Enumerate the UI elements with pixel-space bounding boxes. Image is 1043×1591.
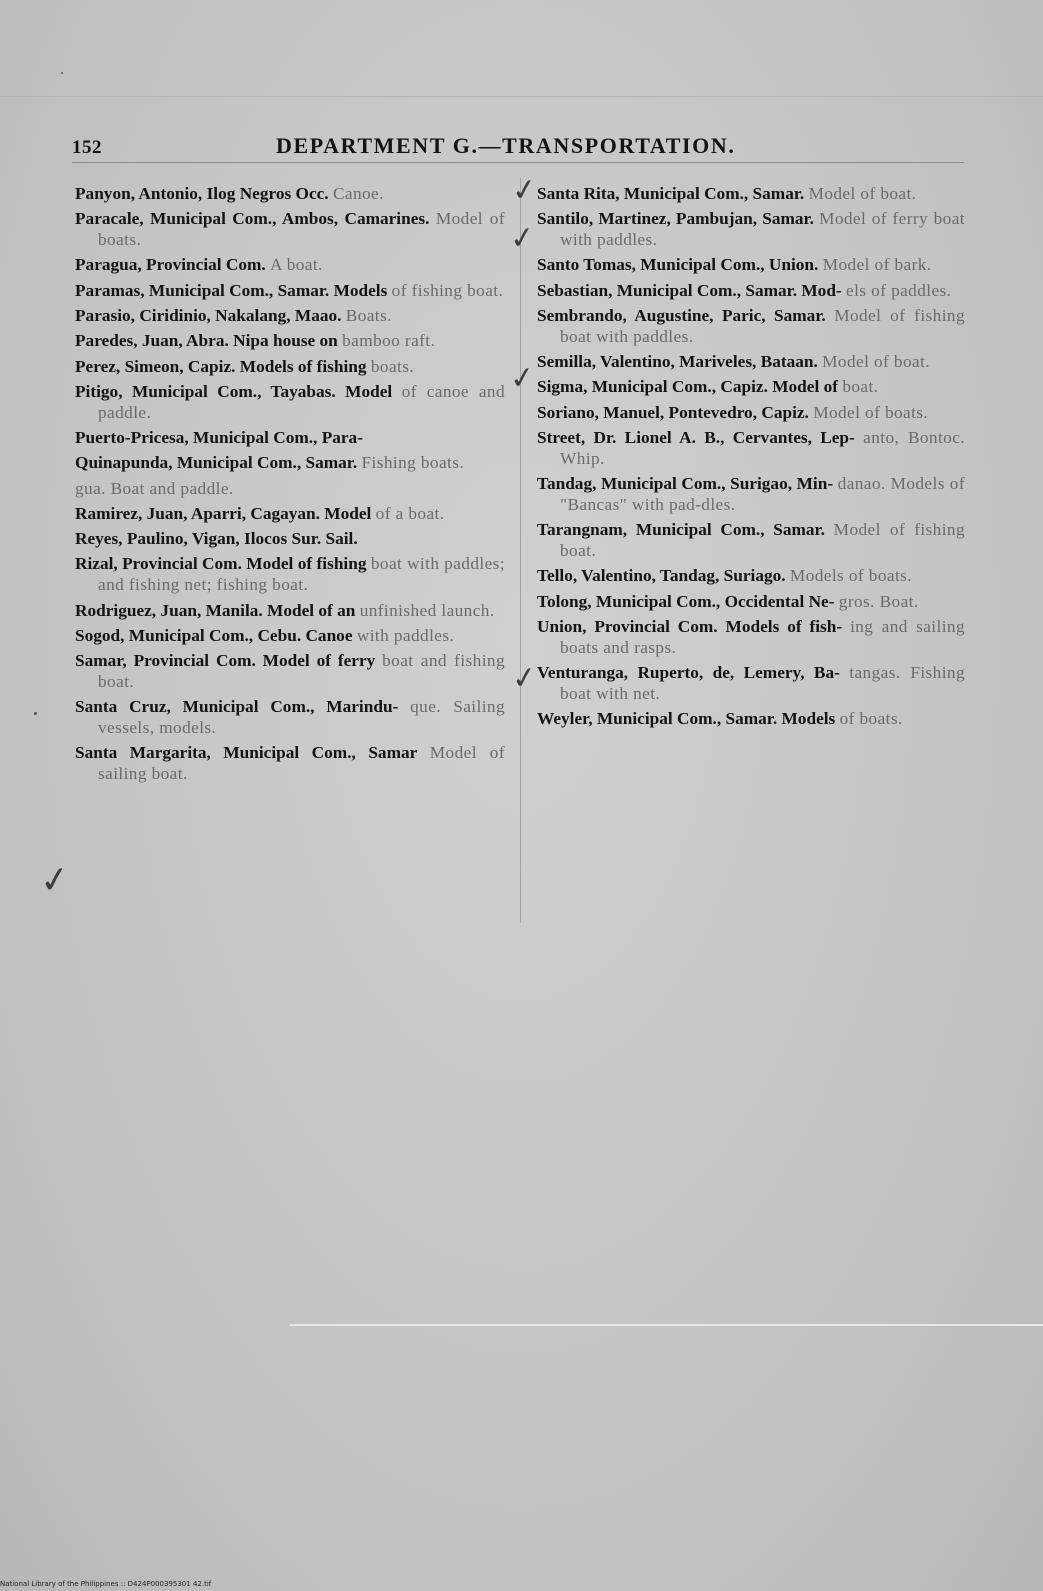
directory-entry <box>537 520 965 562</box>
directory-entry <box>75 255 505 276</box>
directory-entry <box>537 709 965 730</box>
directory-entry <box>537 377 965 398</box>
entry-description: boat. <box>842 377 879 397</box>
entry-name: Tandag, Municipal Com., Surigao, Min- <box>537 474 834 494</box>
directory-entry <box>75 554 505 596</box>
directory-entry <box>75 209 505 251</box>
scan-speck <box>61 72 63 74</box>
entry-name: Ramirez, Juan, Aparri, Cagayan. Model <box>75 503 372 523</box>
entry-description: gua. Boat and paddle. <box>75 478 234 498</box>
entry-description: bamboo raft. <box>342 331 436 351</box>
directory-entry <box>75 331 505 352</box>
scan-credit: National Library of the Philippines :: D424P000395301 42.tif <box>0 1580 212 1588</box>
directory-entry <box>537 566 965 587</box>
directory-entry <box>75 626 505 647</box>
entry-description: danao. Models of "Bancas" with pad-dles. <box>560 474 965 514</box>
entry-name: Reyes, Paulino, Vigan, Ilocos Sur. Sail. <box>75 529 358 549</box>
entry-description: els of paddles. <box>846 280 952 300</box>
directory-entry <box>75 743 505 785</box>
check-mark-icon: ✓ <box>507 359 538 398</box>
header-rule <box>72 162 964 163</box>
entry-description: of a boat. <box>375 503 445 523</box>
check-mark-icon: ✓ <box>509 171 540 210</box>
entry-description: Model of boat. <box>822 352 930 372</box>
directory-entry <box>75 306 505 327</box>
directory-entry <box>537 255 965 276</box>
directory-entry <box>75 601 505 622</box>
entry-name: Sembrando, Augustine, Paric, Samar. <box>537 305 826 325</box>
entry-name: Santo Tomas, Municipal Com., Union. <box>537 255 819 275</box>
directory-entry <box>75 529 505 550</box>
entry-description: que. Sailing vessels, models. <box>98 697 505 738</box>
directory-entry <box>537 428 965 470</box>
check-mark-icon: ✓ <box>509 659 540 698</box>
entry-description: Model of boats. <box>98 209 505 250</box>
entry-name: Samar, Provincial Com. Model of ferry <box>75 651 376 671</box>
entry-description: A boat. <box>270 255 323 275</box>
directory-entry <box>537 352 965 373</box>
entry-name: Panyon, Antonio, Ilog Negros Occ. <box>75 184 329 203</box>
directory-entry <box>537 306 965 348</box>
directory-entry <box>537 474 965 516</box>
entry-name: Perez, Simeon, Capiz. Models of fishing <box>75 356 367 376</box>
directory-entry <box>537 281 965 302</box>
entry-description: Model of boat. <box>808 184 917 203</box>
directory-entry <box>75 651 505 693</box>
directory-entry <box>537 403 965 424</box>
entry-description: Model of fishing boat with paddles. <box>560 305 965 346</box>
directory-entry <box>537 663 965 705</box>
entry-name: Parasio, Ciridinio, Nakalang, Maao. <box>75 305 342 325</box>
entry-description: boat and fishing boat. <box>98 651 505 691</box>
directory-entry <box>75 184 505 205</box>
directory-entry <box>75 357 505 378</box>
directory-entry <box>75 428 505 449</box>
directory-entry <box>75 382 505 424</box>
entry-name: Semilla, Valentino, Mariveles, Bataan. <box>537 352 818 372</box>
entry-name: Santa Margarita, Municipal Com., Samar <box>75 743 418 763</box>
entry-name: Venturanga, Ruperto, de, Lemery, Ba- <box>537 662 840 682</box>
entry-description: gros. Boat. <box>838 591 919 611</box>
right-column <box>537 184 965 730</box>
entry-name: Weyler, Municipal Com., Samar. Models <box>537 709 836 729</box>
entry-name: Union, Provincial Com. Models of fish- <box>537 616 843 636</box>
entry-description: boats. <box>370 356 415 376</box>
entry-name: Puerto-Pricesa, Municipal Com., Para- <box>75 427 363 447</box>
entry-description: tangas. Fishing boat with net. <box>560 662 965 703</box>
entry-name: Sogod, Municipal Com., Cebu. Canoe <box>75 625 353 645</box>
directory-entry <box>537 617 965 659</box>
entry-name: Quinapunda, Municipal Com., Samar. <box>75 453 358 473</box>
entry-description: Model of bark. <box>822 255 932 275</box>
entry-description: anto, Bontoc. Whip. <box>560 427 965 468</box>
page-number: 152 <box>72 137 102 158</box>
entry-description: with paddles. <box>356 625 455 645</box>
entry-name: Santa Rita, Municipal Com., Samar. <box>537 184 805 203</box>
entry-name: Tello, Valentino, Tandag, Suriago. <box>537 566 786 586</box>
entry-description: of fishing boat. <box>391 280 504 300</box>
footer-rule <box>290 1324 1043 1326</box>
entry-name: Pitigo, Municipal Com., Tayabas. Model <box>75 381 393 401</box>
entry-name: Sebastian, Municipal Com., Samar. Mod- <box>537 280 842 300</box>
entry-name: Tarangnam, Municipal Com., Samar. <box>537 520 825 540</box>
directory-entry <box>75 479 505 500</box>
entry-description: Models of boats. <box>789 566 912 586</box>
entry-name: Paramas, Municipal Com., Samar. Models <box>75 280 388 300</box>
entry-description: Model of ferry boat with paddles. <box>560 209 965 250</box>
check-mark-icon: ✓ <box>37 858 73 903</box>
column-divider <box>520 178 521 923</box>
directory-entry <box>537 592 965 613</box>
scan-speck <box>34 712 37 715</box>
directory-entry <box>537 209 965 251</box>
entry-name: Santa Cruz, Municipal Com., Marindu- <box>75 697 399 717</box>
entry-description: Model of boats. <box>813 402 929 422</box>
entry-name: Rizal, Provincial Com. Model of fishing <box>75 554 367 574</box>
directory-entry <box>537 184 965 205</box>
running-title: DEPARTMENT G.—TRANSPORTATION. <box>276 133 736 158</box>
directory-entry <box>75 281 505 302</box>
entry-description: Boats. <box>345 305 392 325</box>
entry-description: unfinished launch. <box>359 600 495 620</box>
entry-description: Model of sailing boat. <box>98 743 505 784</box>
entry-description: Model of fishing boat. <box>560 520 966 560</box>
entry-description: of boats. <box>839 709 903 729</box>
left-column <box>75 184 505 785</box>
directory-entry <box>75 697 505 739</box>
directory-entry <box>75 453 505 474</box>
entry-name: Paracale, Municipal Com., Ambos, Camarines. <box>75 209 430 229</box>
entry-name: Tolong, Municipal Com., Occidental Ne- <box>537 591 835 611</box>
directory-entry <box>75 504 505 525</box>
entry-name: Street, Dr. Lionel A. B., Cervantes, Lep- <box>537 427 855 447</box>
entry-name: Santilo, Martinez, Pambujan, Samar. <box>537 209 814 229</box>
entry-name: Soriano, Manuel, Pontevedro, Capiz. <box>537 402 809 422</box>
entry-description: ing and sailing boats and rasps. <box>560 616 965 657</box>
entry-description: boat with paddles; and fishing net; fishing boat. <box>98 554 505 595</box>
entry-name: Paragua, Provincial Com. <box>75 255 266 275</box>
entry-name: Rodriguez, Juan, Manila. Model of an <box>75 600 356 620</box>
check-mark-icon: ✓ <box>507 219 538 258</box>
entry-name: Sigma, Municipal Com., Capiz. Model of <box>537 377 838 397</box>
entry-name: Paredes, Juan, Abra. Nipa house on <box>75 331 338 351</box>
entry-description: of canoe and paddle. <box>98 381 505 422</box>
entry-description: Canoe. <box>332 184 384 203</box>
scan-edge-line <box>0 96 1043 97</box>
entry-description: Fishing boats. <box>361 453 465 473</box>
